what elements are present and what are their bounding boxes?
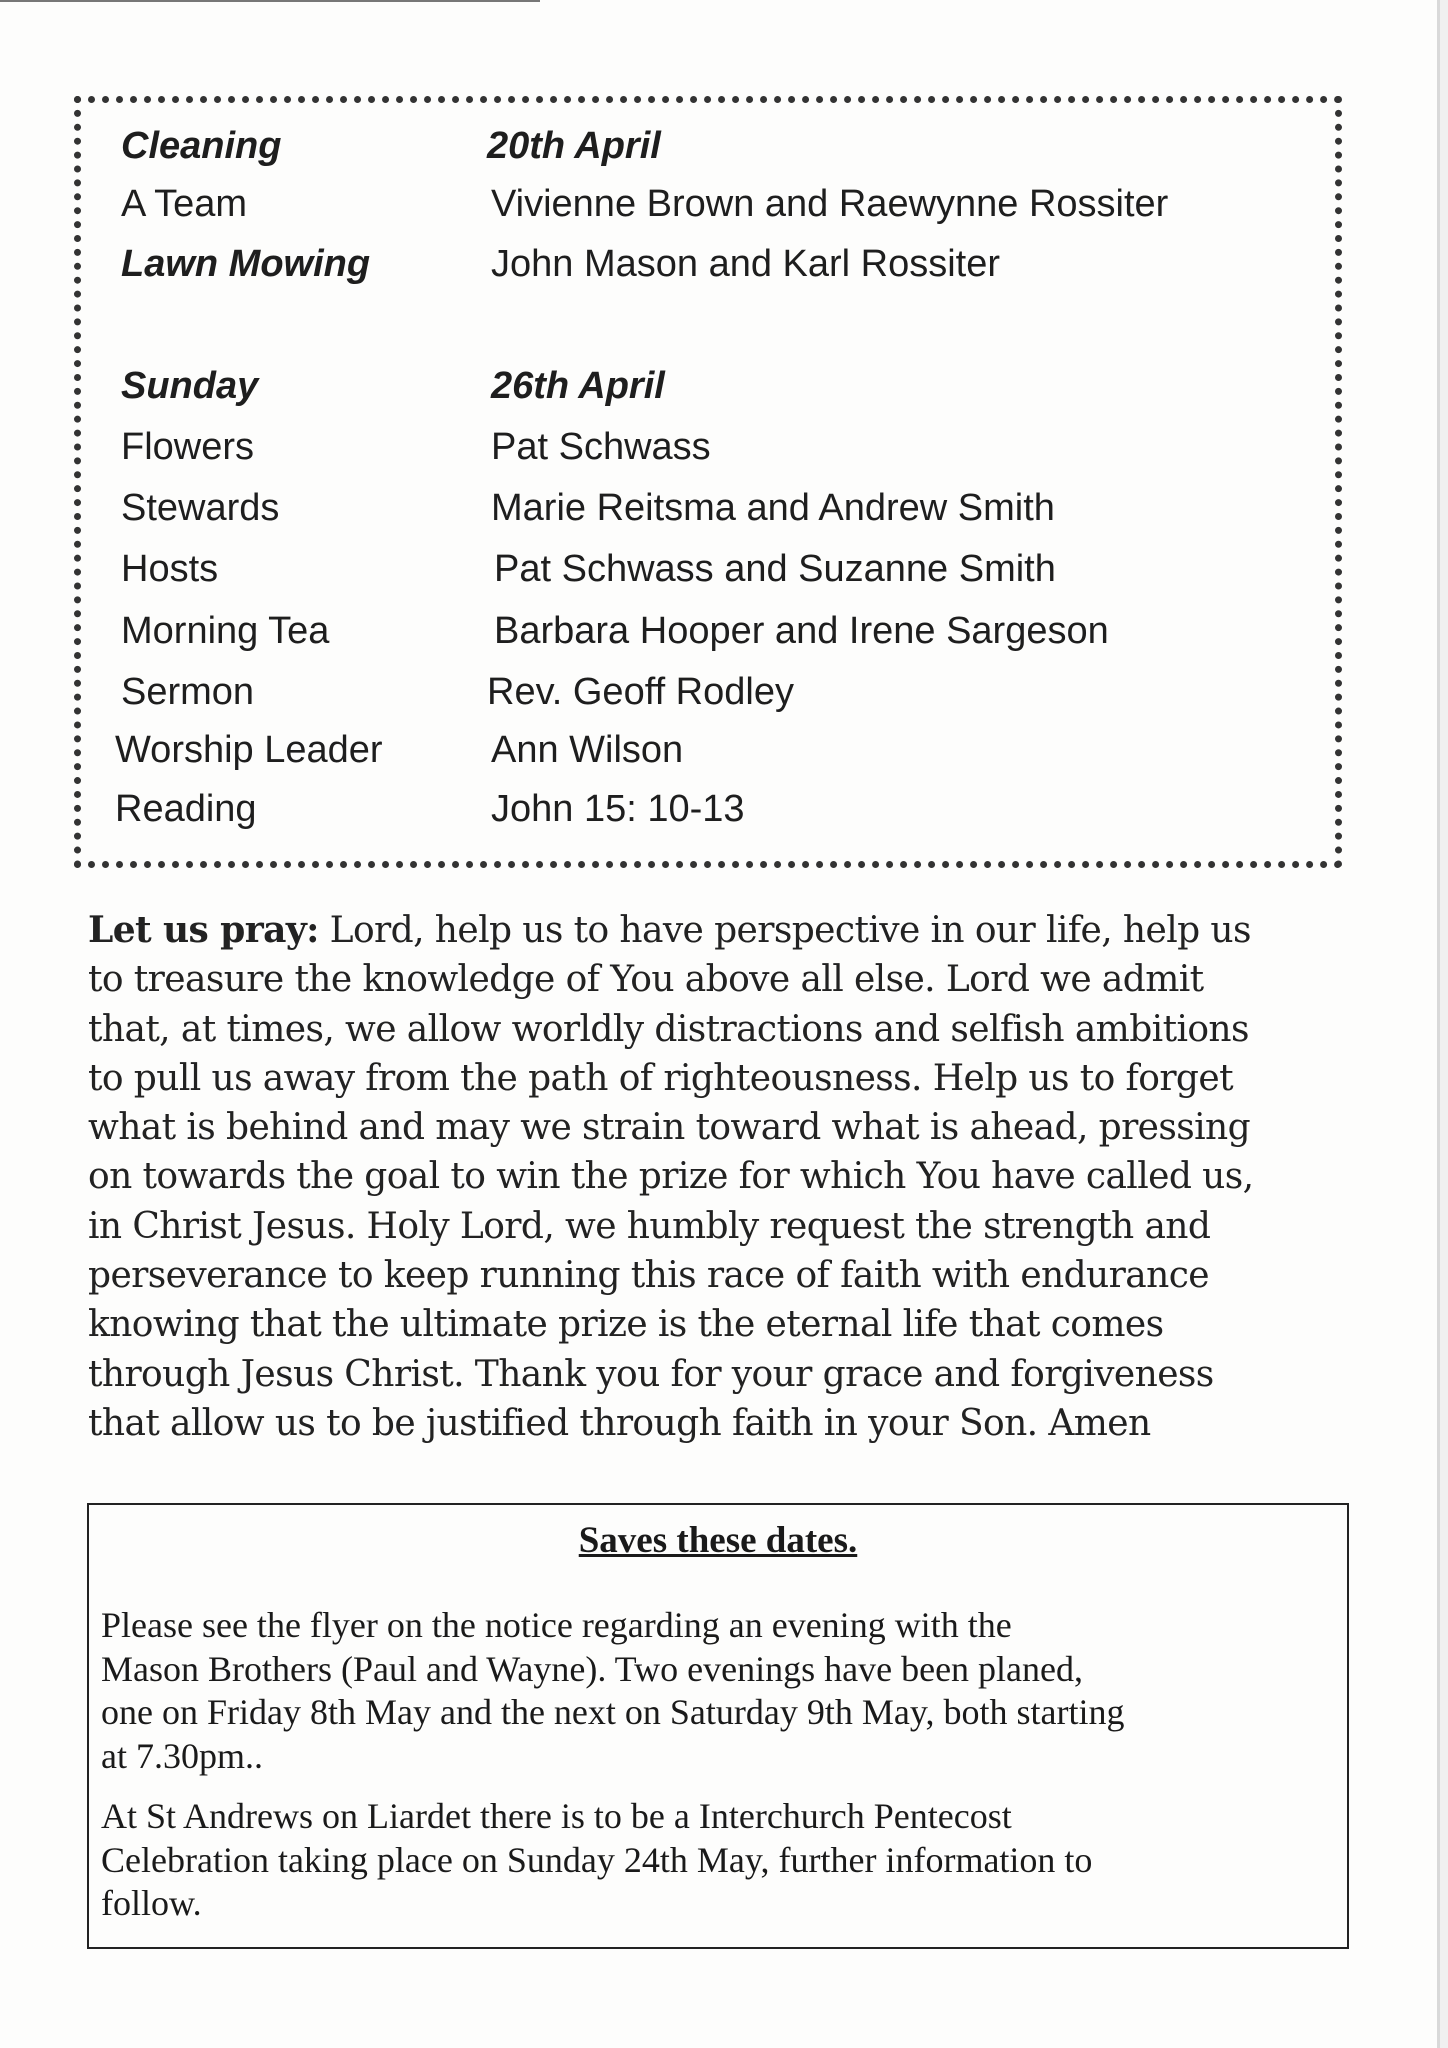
- roster-label: Morning Tea: [121, 610, 330, 652]
- prayer-line: that allow us to be justified through faith in your Son. Amen: [88, 1402, 1151, 1444]
- roster-label: Worship Leader: [115, 729, 383, 771]
- roster-row-sunday: [81, 365, 1335, 417]
- roster-label: Cleaning: [121, 125, 282, 167]
- roster-value: 26th April: [491, 365, 665, 407]
- paragraph-line: Celebration taking place on Sunday 24th May, further information to: [101, 1839, 1093, 1880]
- roster-row-stewards: [81, 487, 1335, 539]
- roster-label: A Team: [121, 183, 248, 225]
- prayer-line: on towards the goal to win the prize for which You have called us,: [88, 1156, 1254, 1198]
- roster-row-sermon: [81, 671, 1335, 723]
- roster-value: John 15: 10-13: [491, 788, 745, 830]
- prayer-text: Lord, help us to have perspective in our life, help us: [318, 910, 1251, 951]
- roster-row-morning-tea: [81, 610, 1335, 662]
- paragraph-line: At St Andrews on Liardet there is to be a Interchurch Pentecost: [101, 1796, 1012, 1836]
- roster-row-flowers: [81, 426, 1335, 478]
- scan-top-rule: [0, 0, 540, 2]
- save-dates-paragraph-2: [101, 1795, 1331, 1926]
- roster-value: Vivienne Brown and Raewynne Rossiter: [491, 183, 1169, 225]
- roster-row-lawn-mowing: [81, 243, 1335, 295]
- roster-label: Lawn Mowing: [121, 243, 371, 285]
- save-dates-title: Saves these dates.: [578, 1520, 858, 1561]
- prayer-line: [88, 906, 1358, 955]
- save-dates-box: [87, 1503, 1349, 1949]
- roster-value: Ann Wilson: [491, 729, 684, 771]
- roster-label: Flowers: [121, 426, 255, 468]
- roster-box: [74, 96, 1342, 868]
- paragraph-line: Mason Brothers (Paul and Wayne). Two evenings have been planed,: [101, 1648, 1084, 1689]
- prayer-line: to treasure the knowledge of You above all else. Lord we admit: [88, 959, 1204, 1001]
- roster-label: Reading: [115, 788, 257, 830]
- paragraph-line: one on Friday 8th May and the next on Saturday 9th May, both starting: [101, 1692, 1125, 1732]
- prayer-line: knowing that the ultimate prize is the eternal life that comes: [88, 1304, 1164, 1346]
- paragraph-line: at 7.30pm..: [101, 1735, 263, 1776]
- scan-page-edge: [1440, 0, 1448, 2048]
- paragraph-line: follow.: [101, 1883, 202, 1923]
- roster-row-worship-leader: [81, 729, 1335, 781]
- roster-value: Barbara Hooper and Irene Sargeson: [494, 610, 1109, 652]
- roster-value: Rev. Geoff Rodley: [487, 671, 794, 713]
- roster-value: John Mason and Karl Rossiter: [491, 243, 1001, 285]
- roster-value: Marie Reitsma and Andrew Smith: [491, 487, 1055, 529]
- scan-page-edge-line: [1437, 0, 1440, 2048]
- prayer-lead: Let us pray:: [88, 909, 319, 951]
- roster-row-hosts: [81, 548, 1335, 600]
- prayer-line: through Jesus Christ. Thank you for your grace and forgiveness: [88, 1353, 1214, 1395]
- prayer-line: perseverance to keep running this race of faith with endurance: [88, 1255, 1209, 1297]
- save-dates-paragraph-1: [101, 1604, 1331, 1778]
- roster-label: Sermon: [121, 671, 255, 713]
- prayer-line: to pull us away from the path of righteousness. Help us to forget: [88, 1057, 1233, 1099]
- roster-row-cleaning: [81, 125, 1335, 177]
- roster-row-a-team: [81, 183, 1335, 235]
- prayer-paragraph: [88, 906, 1358, 1448]
- roster-value: Pat Schwass and Suzanne Smith: [494, 548, 1056, 590]
- prayer-line: what is behind and may we strain toward what is ahead, pressing: [88, 1107, 1251, 1149]
- roster-label: Stewards: [121, 487, 280, 529]
- prayer-line: that, at times, we allow worldly distractions and selfish ambitions: [88, 1008, 1249, 1050]
- roster-value: Pat Schwass: [491, 426, 711, 468]
- roster-label: Sunday: [121, 365, 259, 407]
- prayer-line: in Christ Jesus. Holy Lord, we humbly request the strength and: [88, 1205, 1211, 1247]
- roster-label: Hosts: [121, 548, 219, 590]
- roster-row-reading: [81, 788, 1335, 840]
- paragraph-line: Please see the flyer on the notice regarding an evening with the: [101, 1605, 1012, 1645]
- roster-value: 20th April: [487, 125, 661, 167]
